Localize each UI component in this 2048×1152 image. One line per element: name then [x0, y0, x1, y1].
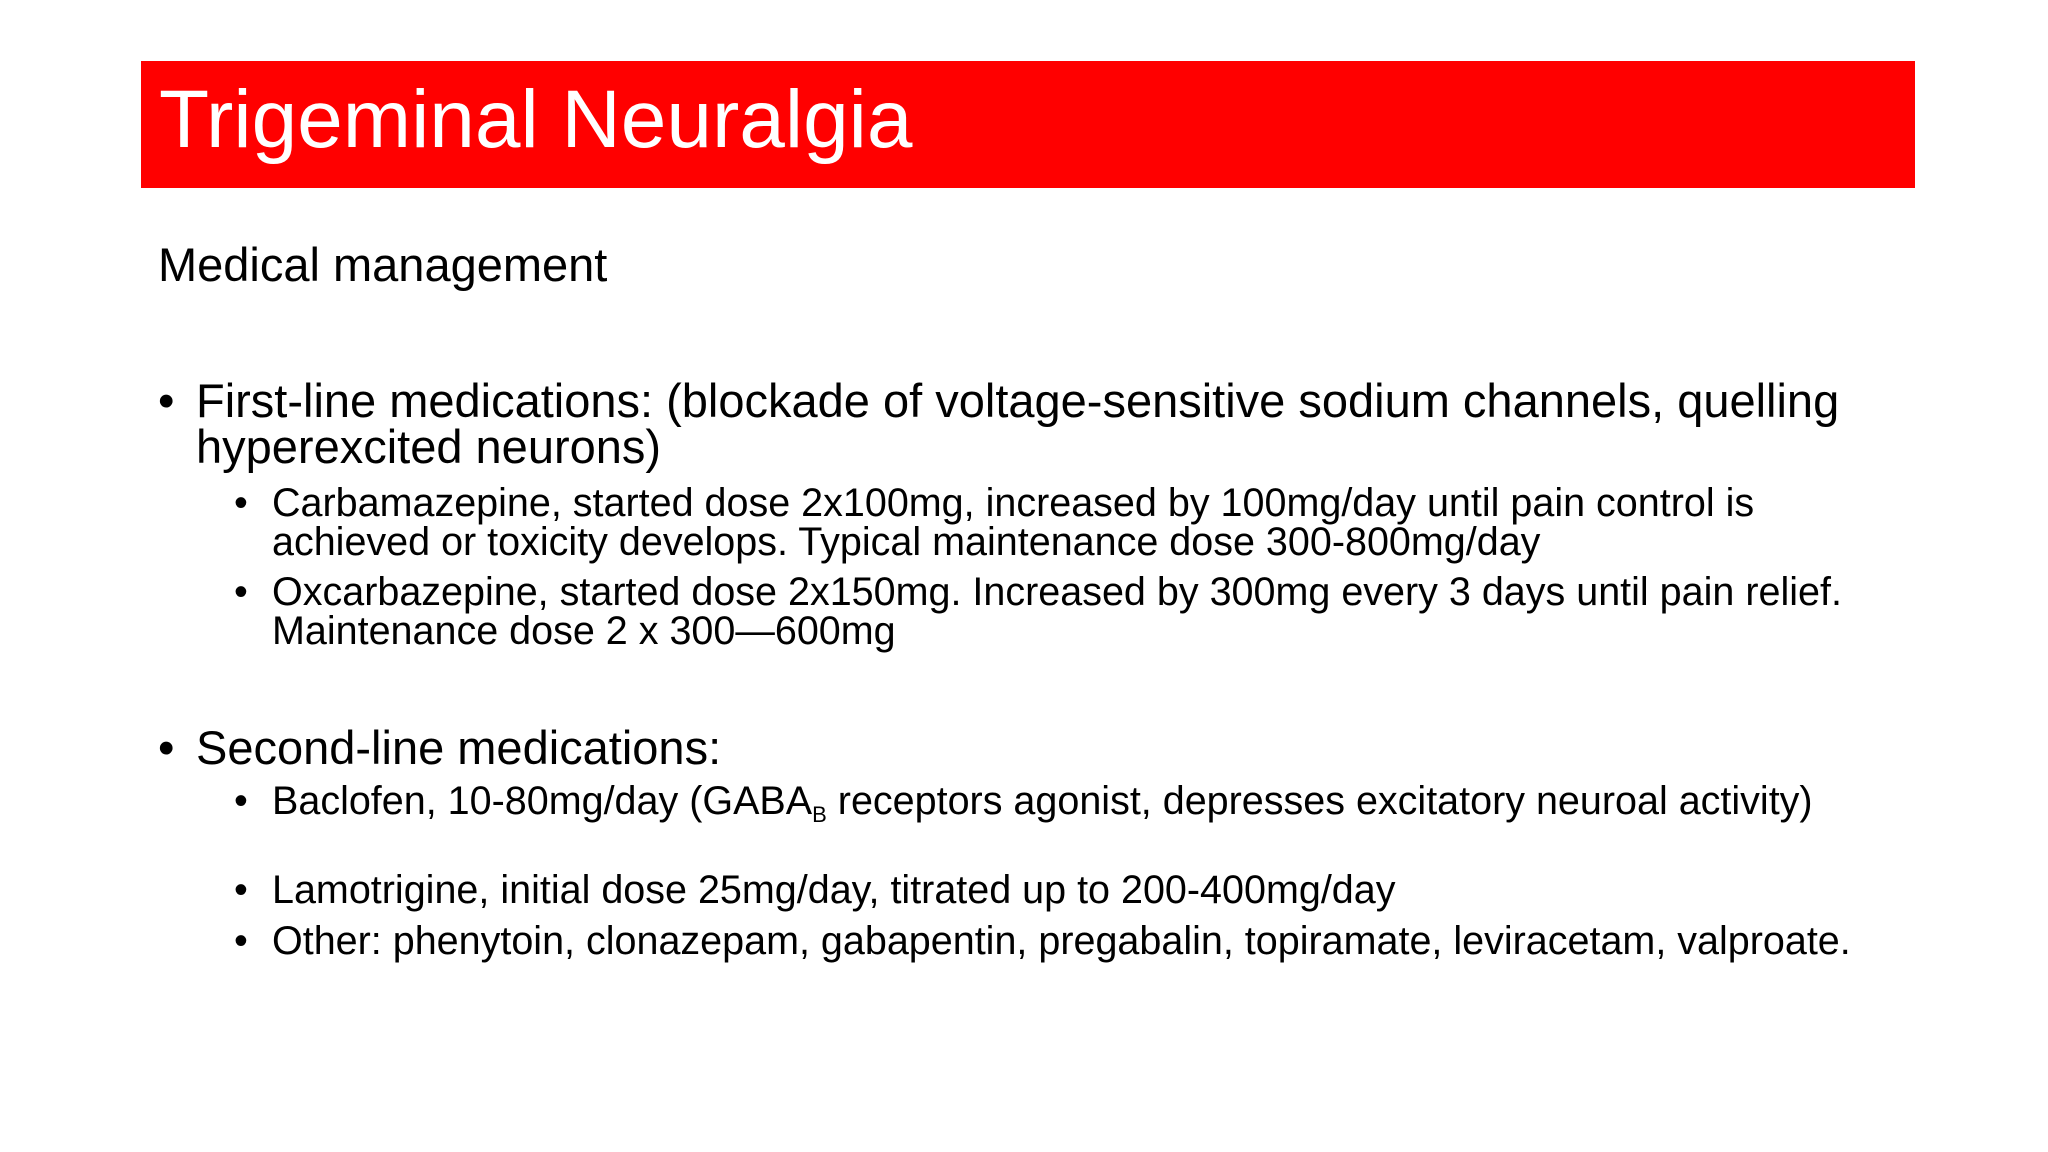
first-line-bullet — [158, 374, 1878, 473]
bullet-icon: • — [234, 481, 248, 525]
second-line-heading: Second-line medications: — [196, 721, 722, 774]
first-line-heading: First-line medications: (blockade of voltage-sensitive sodium channels, quelling hyperexcited neurons) — [196, 374, 1840, 473]
baclofen-item — [234, 779, 1894, 827]
carbamazepine-item — [234, 481, 1894, 564]
lamotrigine-item — [234, 868, 1894, 912]
second-line-bullet — [158, 721, 1878, 774]
bullet-icon: • — [234, 919, 248, 963]
carbamazepine-text: Carbamazepine, started dose 2x100mg, increased by 100mg/day until pain control is achieved or toxicity develops. Typical maintenance dose 300-800mg/day — [272, 481, 1755, 564]
bullet-icon: • — [234, 779, 248, 823]
oxcarbazepine-item — [234, 570, 1894, 653]
slide-title: Trigeminal Neuralgia — [159, 74, 913, 165]
oxcarbazepine-text: Oxcarbazepine, started dose 2x150mg. Increased by 300mg every 3 days until pain relief. Maintenance dose 2 x 300—600mg — [272, 570, 1842, 653]
slide-subtitle: Medical management — [158, 238, 608, 291]
gaba-subscript: B — [812, 802, 827, 827]
title-bar — [141, 61, 1915, 188]
bullet-icon: • — [234, 570, 248, 614]
baclofen-text — [272, 779, 1894, 827]
baclofen-text-start: Baclofen, 10-80mg/day (GABA — [272, 779, 813, 823]
baclofen-text-end: receptors agonist, depresses excitatory neuroal activity) — [826, 779, 1813, 823]
other-meds-text: Other: phenytoin, clonazepam, gabapentin, pregabalin, topiramate, leviracetam, valproate. — [272, 919, 1851, 963]
lamotrigine-text: Lamotrigine, initial dose 25mg/day, titrated up to 200-400mg/day — [272, 868, 1396, 912]
bullet-icon: • — [158, 721, 175, 774]
bullet-icon: • — [158, 374, 175, 427]
bullet-icon: • — [234, 868, 248, 912]
other-meds-item — [234, 919, 1894, 963]
